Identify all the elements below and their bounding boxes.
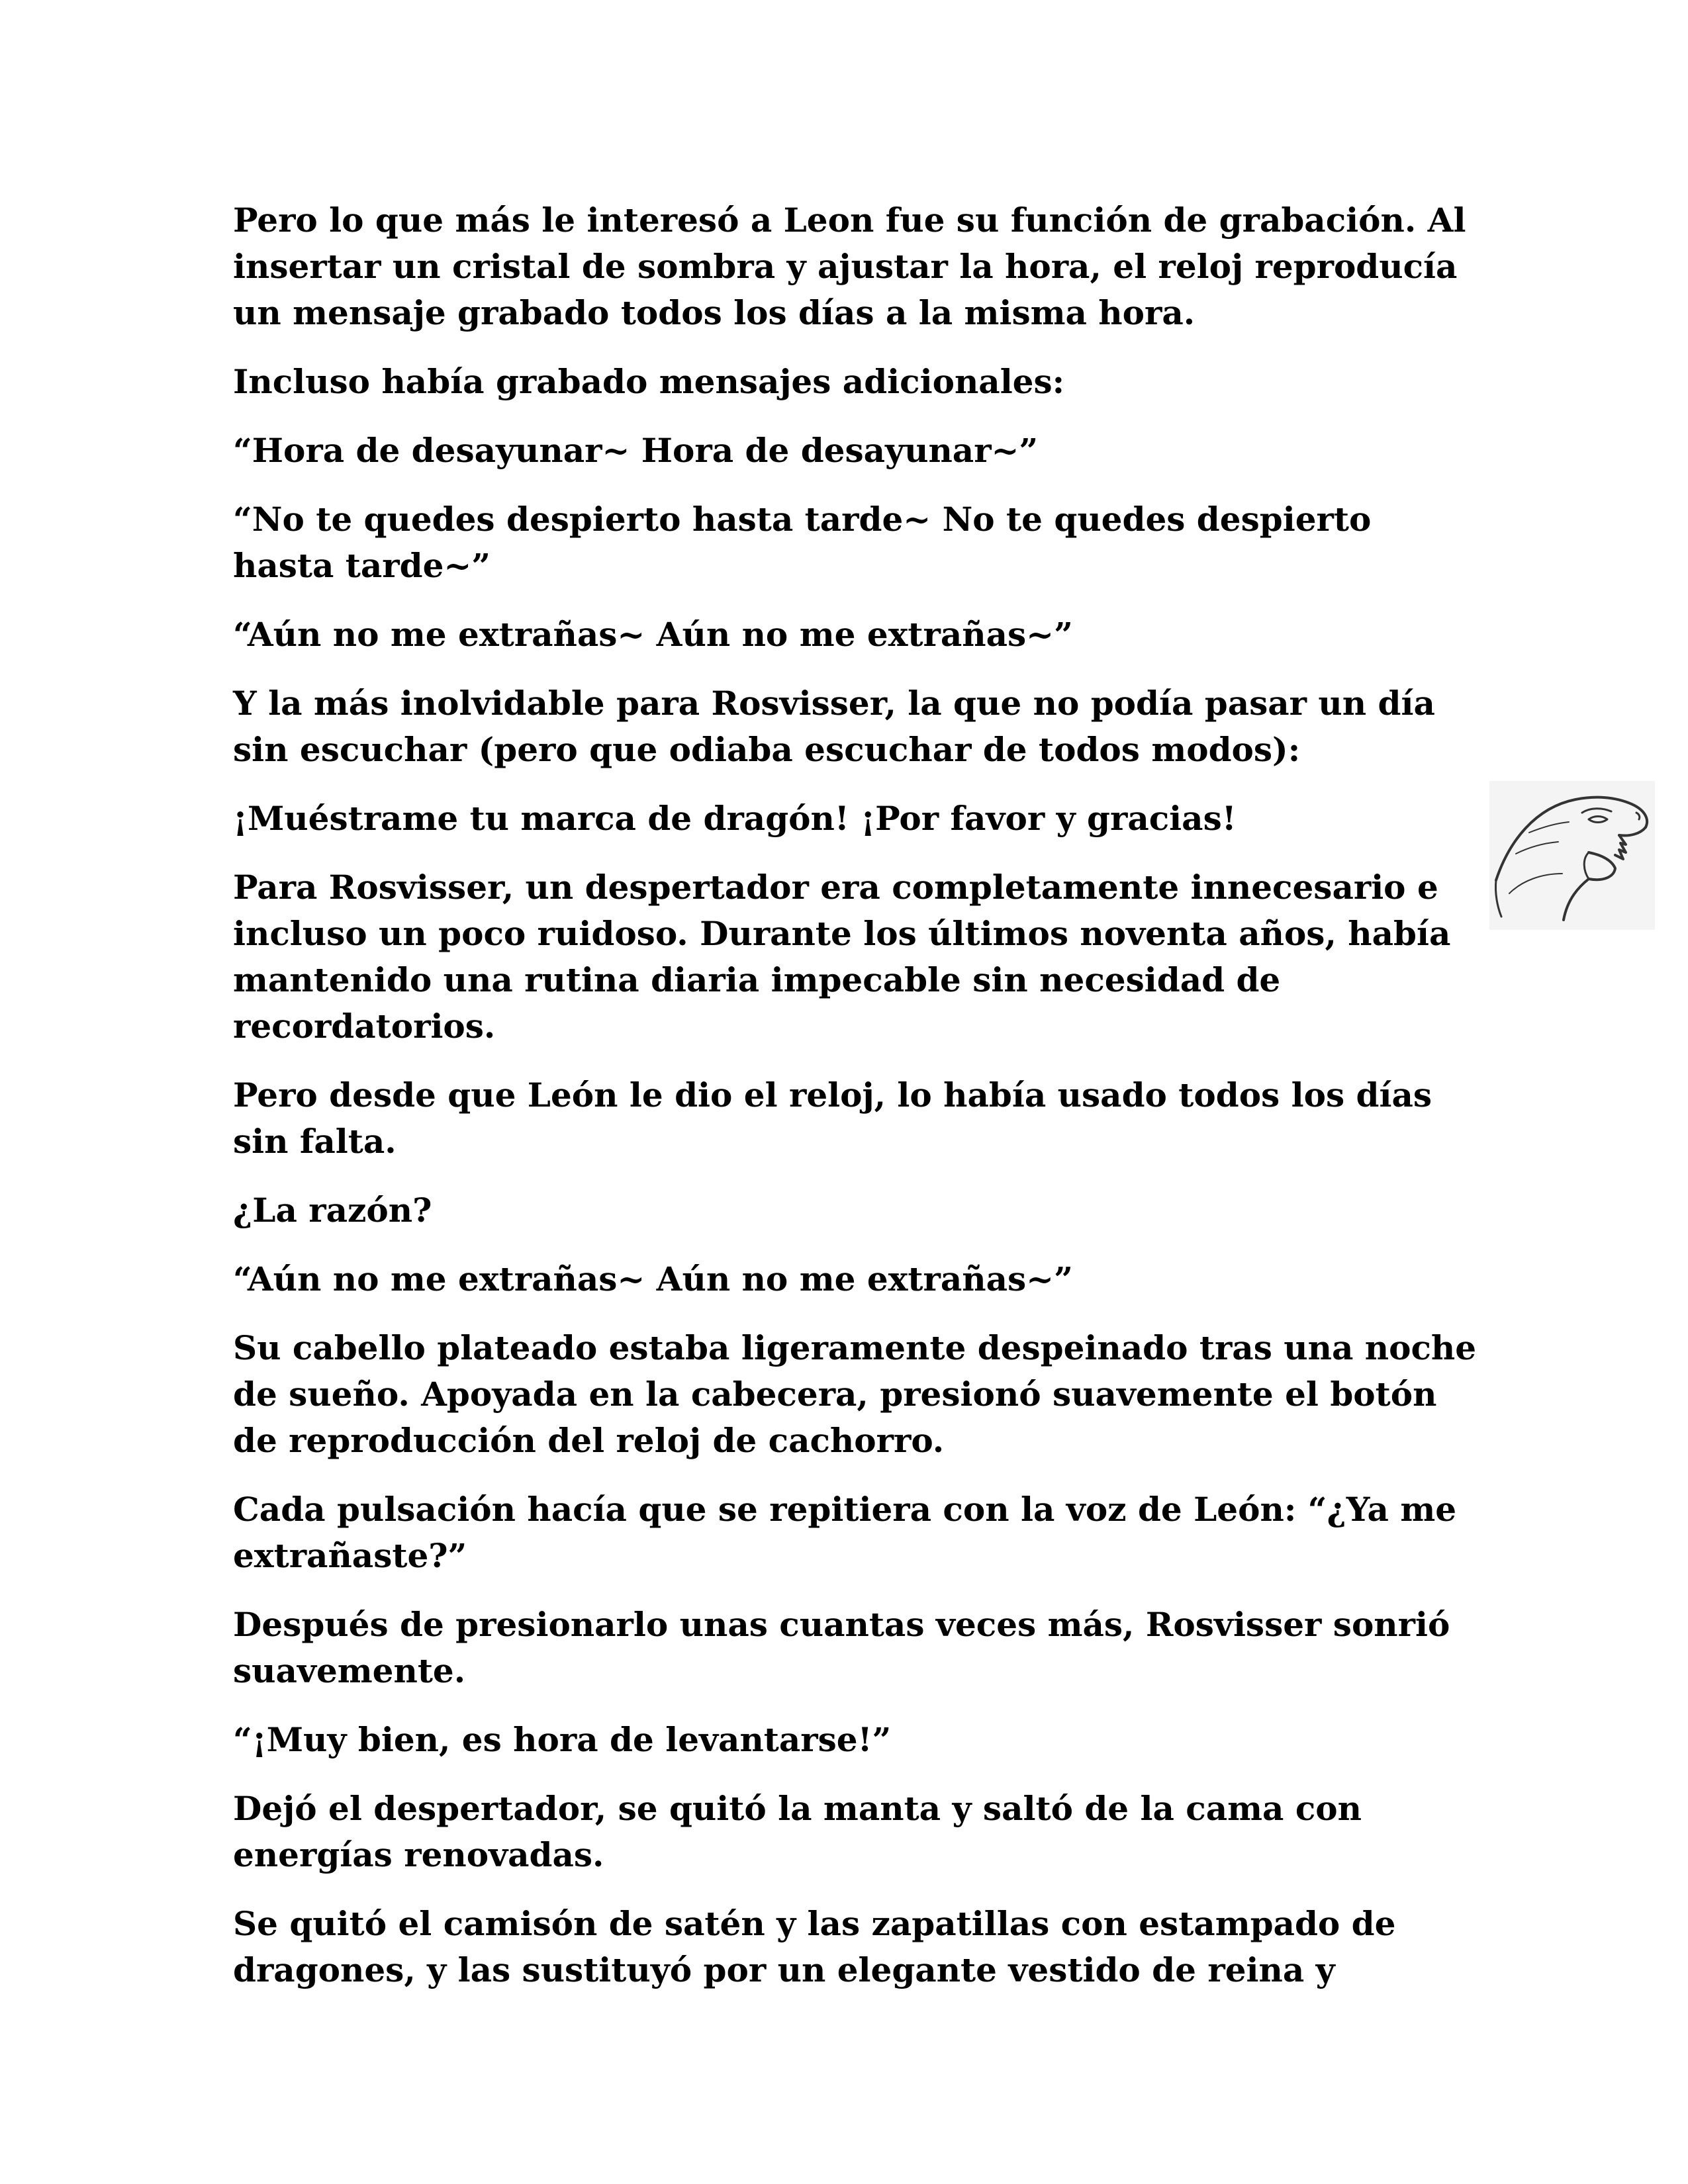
- paragraph: “¡Muy bien, es hora de levantarse!”: [233, 1720, 892, 1759]
- paragraph: Pero lo que más le interesó a Leon fue su función de grabación. Al insertar un cristal de sombra y ajustar la hora, el reloj reproducía un mensaje grabado todos los días a la misma hora.: [233, 201, 1466, 332]
- paragraph: “Hora de desayunar~ Hora de desayunar~”: [233, 431, 1039, 470]
- paragraph: Para Rosvisser, un despertador era completamente innecesario e incluso un poco ruidoso. Durante los últimos noventa años, había mantenido una rutina diaria impecable sin necesidad de recordatorios.: [233, 868, 1451, 1046]
- paragraph: Y la más inolvidable para Rosvisser, la que no podía pasar un día sin escuchar (pero que odiaba escuchar de todos modos):: [233, 684, 1435, 769]
- paragraph: Se quitó el camisón de satén y las zapatillas con estampado de dragones, y las sustituyó por un elegante vestido de reina y: [233, 1904, 1396, 1989]
- paragraph: Dejó el despertador, se quitó la manta y saltó de la cama con energías renovadas.: [233, 1789, 1362, 1874]
- body-text: [233, 197, 1477, 2016]
- paragraph: “Aún no me extrañas~ Aún no me extrañas~”: [233, 1259, 1073, 1298]
- paragraph: Pero desde que León le dio el reloj, lo había usado todos los días sin falta.: [233, 1075, 1432, 1161]
- paragraph: ¿La razón?: [233, 1191, 432, 1230]
- paragraph: Cada pulsación hacía que se repitiera con la voz de León: “¿Ya me extrañaste?”: [233, 1490, 1457, 1575]
- paragraph: Incluso había grabado mensajes adicionales:: [233, 362, 1065, 401]
- dragon-head-sketch-icon: [1489, 781, 1655, 930]
- paragraph: ¡Muéstrame tu marca de dragón! ¡Por favor y gracias!: [233, 799, 1237, 838]
- paragraph: Su cabello plateado estaba ligeramente despeinado tras una noche de sueño. Apoyada en la cabecera, presionó suavemente el botón de reproducción del reloj de cachorro.: [233, 1328, 1477, 1460]
- paragraph: Después de presionarlo unas cuantas veces más, Rosvisser sonrió suavemente.: [233, 1605, 1450, 1690]
- paragraph: “Aún no me extrañas~ Aún no me extrañas~”: [233, 615, 1073, 654]
- paragraph: “No te quedes despierto hasta tarde~ No te quedes despierto hasta tarde~”: [233, 500, 1372, 585]
